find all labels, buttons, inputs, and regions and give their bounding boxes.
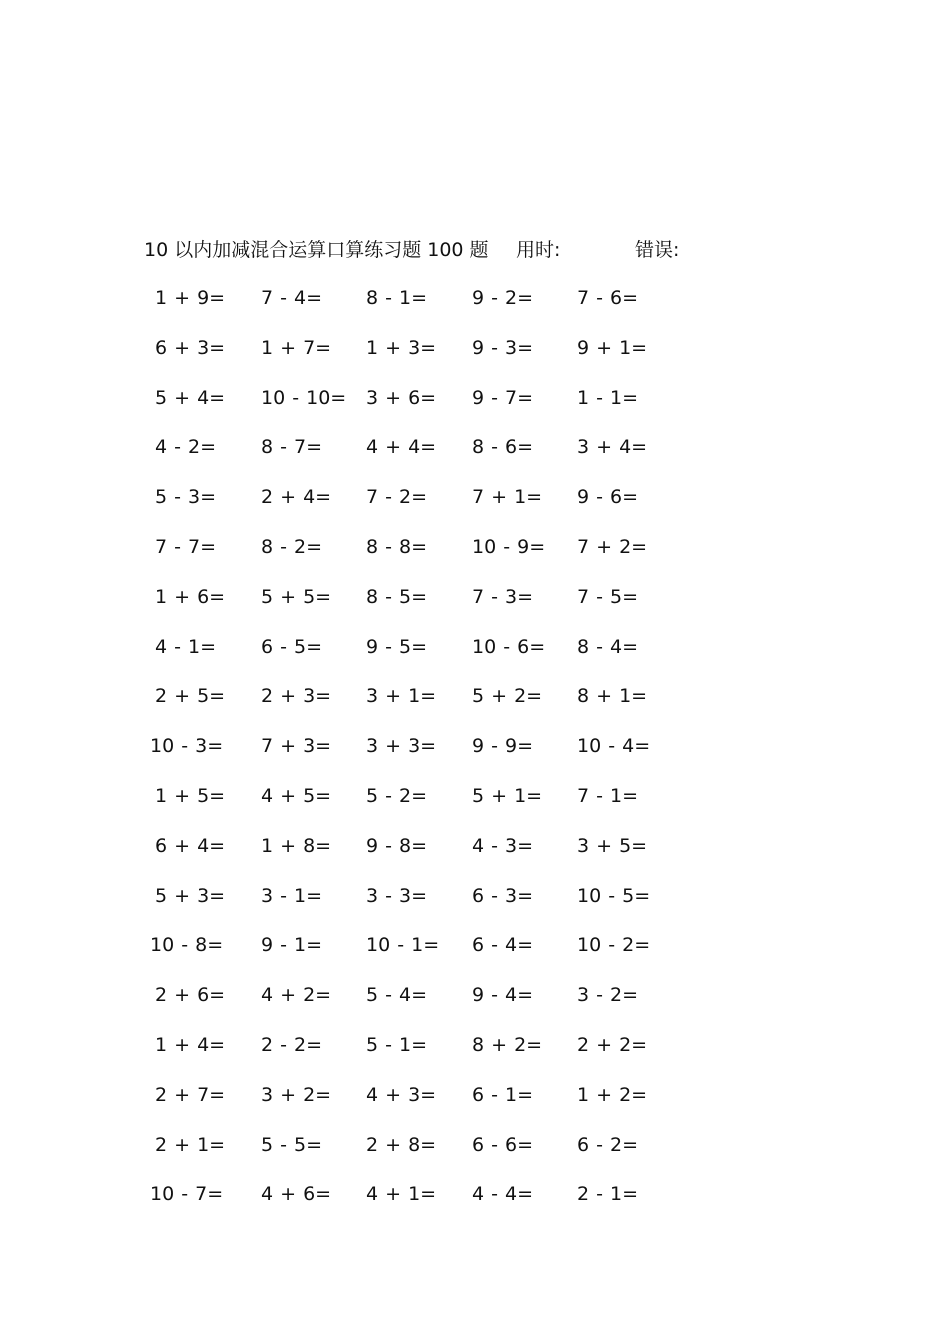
problem-item: 9 - 3= xyxy=(472,336,534,359)
problem-row xyxy=(144,581,704,631)
problem-item: 5 - 2= xyxy=(366,784,428,807)
problem-row xyxy=(144,979,704,1029)
problem-item: 7 - 3= xyxy=(472,585,534,608)
problem-item: 3 + 1= xyxy=(366,685,437,708)
problem-row xyxy=(144,1079,704,1129)
problem-row xyxy=(144,631,704,681)
problem-row xyxy=(144,929,704,979)
problem-item: 4 - 3= xyxy=(472,834,534,857)
problem-item: 2 + 7= xyxy=(155,1083,226,1106)
problem-item: 5 - 5= xyxy=(261,1133,323,1156)
problem-item: 9 - 9= xyxy=(472,735,534,758)
problem-row xyxy=(144,531,704,581)
problem-row xyxy=(144,780,704,830)
problem-item: 10 - 3= xyxy=(150,735,224,758)
problem-item: 5 + 3= xyxy=(155,884,226,907)
problem-item: 9 - 1= xyxy=(261,934,323,957)
problem-item: 3 + 5= xyxy=(577,834,648,857)
problem-item: 7 - 6= xyxy=(577,287,639,309)
problem-item: 7 - 1= xyxy=(577,784,639,807)
problem-row xyxy=(144,332,704,382)
problem-item: 4 + 2= xyxy=(261,984,332,1007)
problem-item: 4 - 4= xyxy=(472,1183,534,1206)
time-used-label: 用时: xyxy=(516,239,561,261)
problem-item: 8 - 5= xyxy=(366,585,428,608)
problem-item: 5 - 4= xyxy=(366,984,428,1007)
problem-item: 5 + 4= xyxy=(155,386,226,409)
problem-item: 1 + 7= xyxy=(261,336,332,359)
problem-row xyxy=(144,1129,704,1179)
problem-item: 8 - 6= xyxy=(472,436,534,459)
problem-item: 9 - 4= xyxy=(472,984,534,1007)
problem-item: 3 - 3= xyxy=(366,884,428,907)
problem-item: 9 - 5= xyxy=(366,635,428,658)
problem-row xyxy=(144,830,704,880)
problem-row xyxy=(144,880,704,930)
problem-item: 9 - 2= xyxy=(472,287,534,309)
problem-item: 4 + 3= xyxy=(366,1083,437,1106)
problem-row xyxy=(144,481,704,531)
problem-item: 8 - 8= xyxy=(366,535,428,558)
problem-item: 9 - 6= xyxy=(577,486,639,509)
problem-item: 10 - 7= xyxy=(150,1183,224,1206)
problem-item: 10 - 10= xyxy=(261,386,347,409)
problem-item: 1 + 4= xyxy=(155,1033,226,1056)
problem-item: 4 + 5= xyxy=(261,784,332,807)
problem-item: 9 - 7= xyxy=(472,386,534,409)
problem-item: 2 + 5= xyxy=(155,685,226,708)
problem-item: 4 + 6= xyxy=(261,1183,332,1206)
problem-item: 1 + 3= xyxy=(366,336,437,359)
problem-item: 3 + 2= xyxy=(261,1083,332,1106)
problem-row xyxy=(144,730,704,780)
problem-item: 7 - 4= xyxy=(261,287,323,309)
problem-row xyxy=(144,1029,704,1079)
problem-item: 8 - 4= xyxy=(577,635,639,658)
problem-item: 6 - 4= xyxy=(472,934,534,957)
problem-item: 6 - 1= xyxy=(472,1083,534,1106)
problem-item: 7 + 3= xyxy=(261,735,332,758)
problem-item: 8 + 2= xyxy=(472,1033,543,1056)
problem-grid xyxy=(144,282,704,1228)
problem-item: 2 + 8= xyxy=(366,1133,437,1156)
problem-item: 3 - 1= xyxy=(261,884,323,907)
problem-item: 3 - 2= xyxy=(577,984,639,1007)
problem-row xyxy=(144,1178,704,1228)
problem-item: 6 - 2= xyxy=(577,1133,639,1156)
problem-row xyxy=(144,431,704,481)
problem-item: 2 + 2= xyxy=(577,1033,648,1056)
problem-item: 10 - 8= xyxy=(150,934,224,957)
problem-item: 5 + 1= xyxy=(472,784,543,807)
problem-item: 7 + 2= xyxy=(577,535,648,558)
problem-item: 2 + 4= xyxy=(261,486,332,509)
problem-item: 2 - 2= xyxy=(261,1033,323,1056)
problem-item: 2 - 1= xyxy=(577,1183,639,1206)
problem-item: 7 - 7= xyxy=(155,535,217,558)
problem-item: 9 + 1= xyxy=(577,336,648,359)
problem-item: 1 + 6= xyxy=(155,585,226,608)
problem-item: 6 - 5= xyxy=(261,635,323,658)
problem-item: 7 - 2= xyxy=(366,486,428,509)
problem-item: 6 - 3= xyxy=(472,884,534,907)
problem-row xyxy=(144,680,704,730)
problem-item: 1 + 5= xyxy=(155,784,226,807)
problem-item: 10 - 6= xyxy=(472,635,546,658)
problem-item: 10 - 4= xyxy=(577,735,651,758)
problem-item: 8 - 7= xyxy=(261,436,323,459)
problem-item: 3 + 4= xyxy=(577,436,648,459)
problem-item: 10 - 2= xyxy=(577,934,651,957)
problem-item: 9 - 8= xyxy=(366,834,428,857)
problem-item: 1 - 1= xyxy=(577,386,639,409)
worksheet-header xyxy=(144,235,764,265)
problem-item: 6 + 4= xyxy=(155,834,226,857)
problem-item: 6 - 6= xyxy=(472,1133,534,1156)
problem-row xyxy=(144,282,704,332)
problem-item: 3 + 6= xyxy=(366,386,437,409)
problem-item: 1 + 2= xyxy=(577,1083,648,1106)
problem-item: 7 - 5= xyxy=(577,585,639,608)
problem-item: 6 + 3= xyxy=(155,336,226,359)
problem-item: 8 - 2= xyxy=(261,535,323,558)
problem-row xyxy=(144,382,704,432)
worksheet-title: 10 以内加减混合运算口算练习题 100 题 xyxy=(144,239,489,261)
problem-item: 7 + 1= xyxy=(472,486,543,509)
problem-item: 4 + 1= xyxy=(366,1183,437,1206)
problem-item: 4 - 2= xyxy=(155,436,217,459)
problem-item: 5 - 1= xyxy=(366,1033,428,1056)
problem-item: 8 + 1= xyxy=(577,685,648,708)
problem-item: 5 - 3= xyxy=(155,486,217,509)
problem-item: 10 - 9= xyxy=(472,535,546,558)
problem-item: 5 + 5= xyxy=(261,585,332,608)
problem-item: 1 + 9= xyxy=(155,287,226,309)
problem-item: 2 + 3= xyxy=(261,685,332,708)
problem-item: 10 - 1= xyxy=(366,934,440,957)
problem-item: 5 + 2= xyxy=(472,685,543,708)
problem-item: 1 + 8= xyxy=(261,834,332,857)
problem-item: 2 + 1= xyxy=(155,1133,226,1156)
problem-item: 3 + 3= xyxy=(366,735,437,758)
problem-item: 4 + 4= xyxy=(366,436,437,459)
problem-item: 2 + 6= xyxy=(155,984,226,1007)
problem-item: 10 - 5= xyxy=(577,884,651,907)
errors-label: 错误: xyxy=(635,239,680,261)
problem-item: 4 - 1= xyxy=(155,635,217,658)
problem-item: 8 - 1= xyxy=(366,287,428,309)
